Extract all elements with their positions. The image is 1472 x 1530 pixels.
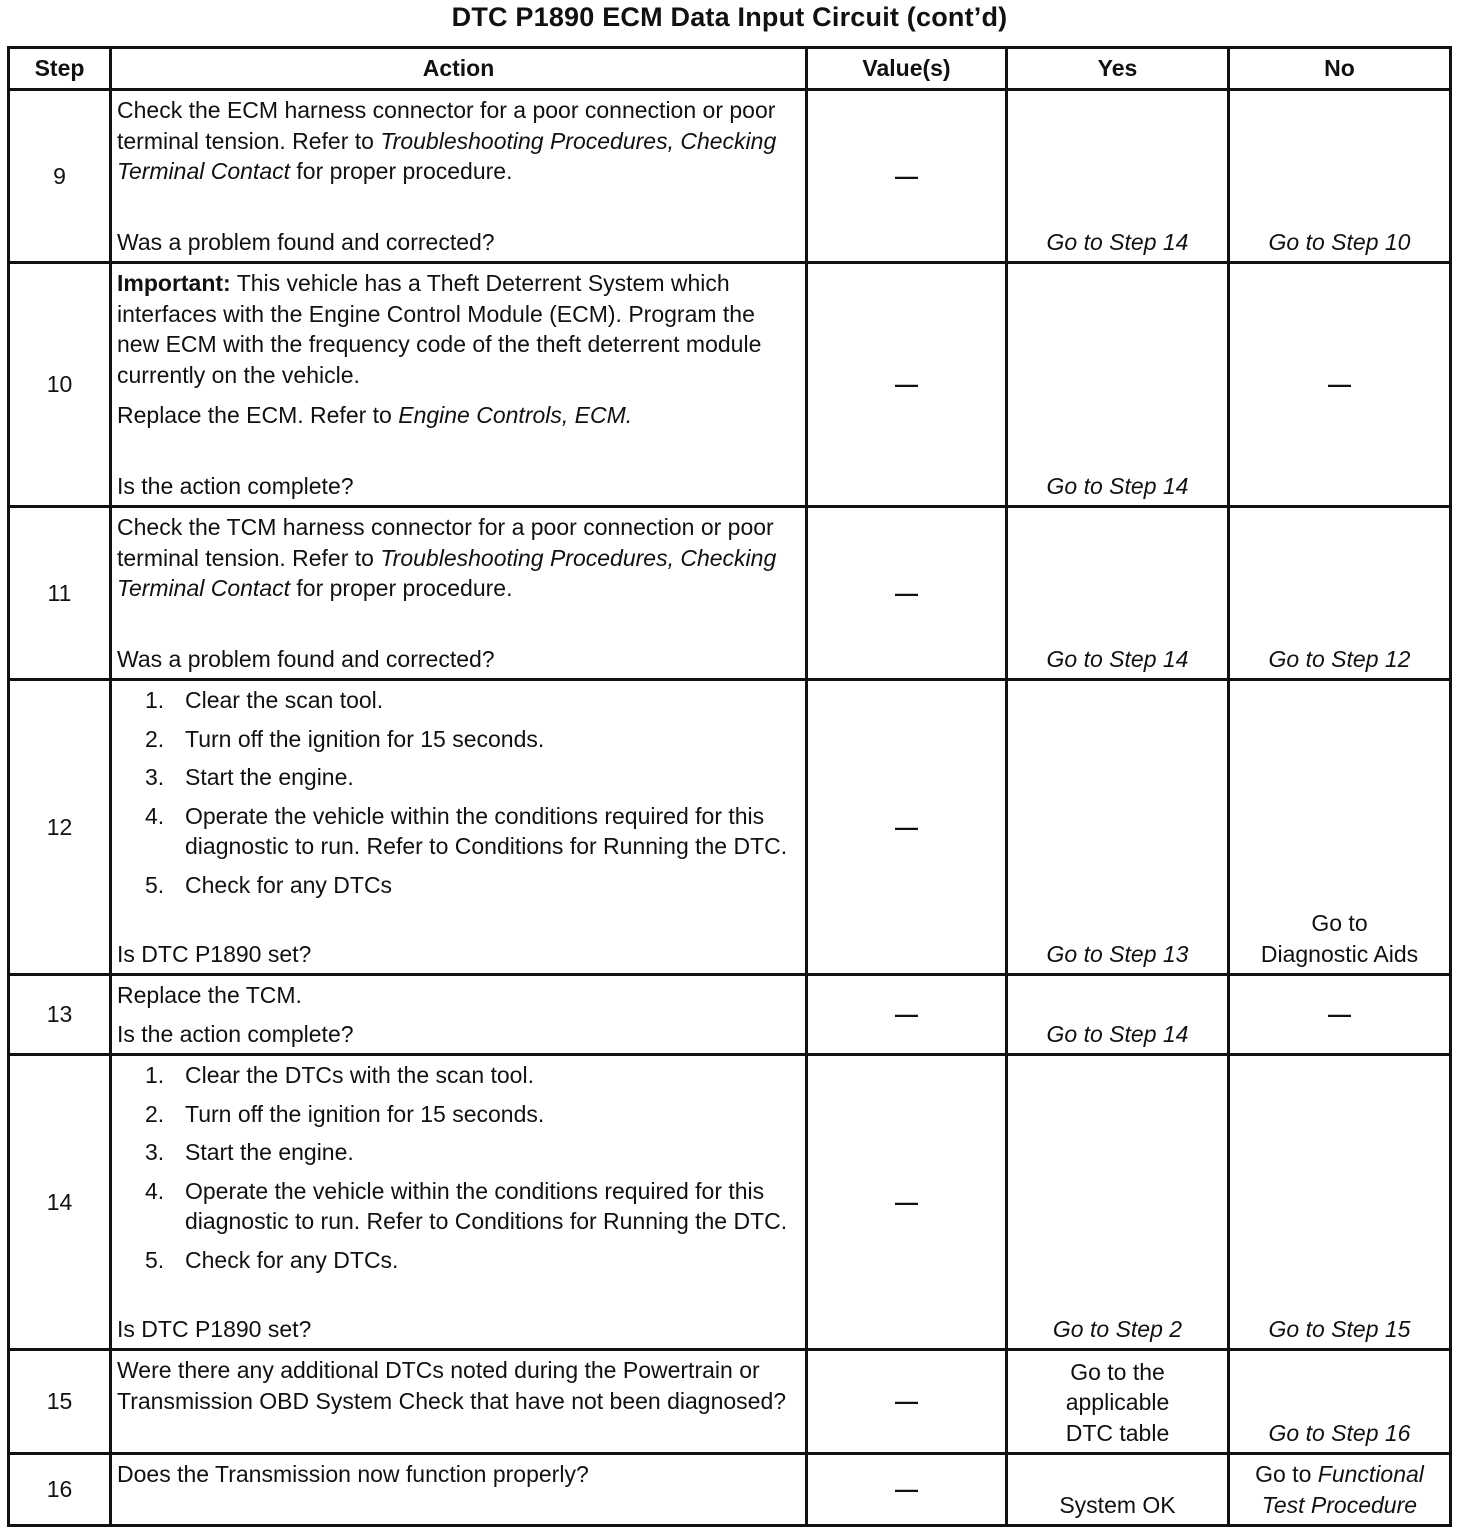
step-number: 9 xyxy=(9,90,111,263)
value-cell: — xyxy=(807,975,1007,1055)
procedure-list xyxy=(117,1060,797,1275)
header-step: Step xyxy=(9,48,111,90)
step-number: 13 xyxy=(9,975,111,1055)
value-cell: — xyxy=(807,1055,1007,1350)
yes-cell: Go to Step 14 xyxy=(1007,90,1229,263)
important-note: Important: This vehicle has a Theft Deterrent System which interfaces with the Engine Control Module (ECM). Program the new ECM with the frequency code of the theft deterrent module currently on the vehicle. xyxy=(117,270,762,388)
list-item: 5. Check for any DTCs. xyxy=(145,1246,399,1273)
list-item: 1. Clear the DTCs with the scan tool. xyxy=(145,1062,534,1088)
action-text: Replace the ECM. Refer to Engine Controls, ECM. xyxy=(117,402,633,428)
action-cell xyxy=(111,263,807,507)
action-text: Check the TCM harness connector for a poor connection or poor terminal tension. Refer to Troubleshooting Procedures, Checking Terminal Contact for proper procedure. xyxy=(117,514,777,601)
header-action: Action xyxy=(111,48,807,90)
table-row xyxy=(9,975,1451,1055)
action-cell xyxy=(111,680,807,975)
diagnostic-table xyxy=(7,46,1452,1527)
action-question: Is the action complete? xyxy=(117,472,354,499)
action-text: Does the Transmission now function properly? xyxy=(117,1461,589,1487)
list-item: 1. Clear the scan tool. xyxy=(145,687,384,713)
step-number: 12 xyxy=(9,680,111,975)
action-text: Replace the TCM. xyxy=(117,982,302,1008)
no-cell: — xyxy=(1229,975,1451,1055)
action-cell xyxy=(111,507,807,680)
action-text: Were there any additional DTCs noted during the Powertrain or Transmission OBD System Check that have not been diagnosed? xyxy=(117,1357,787,1414)
table-row xyxy=(9,1055,1451,1350)
list-item: 2. Turn off the ignition for 15 seconds. xyxy=(145,1100,545,1127)
procedure-list xyxy=(117,685,797,900)
action-cell xyxy=(111,1055,807,1350)
list-item: 2. Turn off the ignition for 15 seconds. xyxy=(145,725,545,752)
action-cell xyxy=(111,975,807,1055)
header-no: No xyxy=(1229,48,1451,90)
yes-cell: Go to Step 14 xyxy=(1007,263,1229,507)
no-cell: Go to Step 10 xyxy=(1229,90,1451,263)
no-cell: — xyxy=(1229,263,1451,507)
list-item: 4. Operate the vehicle within the conditions required for this diagnostic to run. Refer to Conditions for Running the DTC. xyxy=(145,802,788,859)
header-yes: Yes xyxy=(1007,48,1229,90)
page-title: DTC P1890 ECM Data Input Circuit (cont’d) xyxy=(451,2,1008,32)
yes-cell: Go to Step 14 xyxy=(1007,975,1229,1055)
yes-cell: Go to Step 13 xyxy=(1007,680,1229,975)
list-item: 3. Start the engine. xyxy=(145,764,354,790)
step-number: 10 xyxy=(9,263,111,507)
value-cell: — xyxy=(807,1350,1007,1454)
step-number: 16 xyxy=(9,1454,111,1526)
step-number: 11 xyxy=(9,507,111,680)
action-question: Is DTC P1890 set? xyxy=(117,940,312,967)
table-row xyxy=(9,1454,1451,1526)
header-values: Value(s) xyxy=(807,48,1007,90)
value-cell: — xyxy=(807,507,1007,680)
no-cell: Go to Step 12 xyxy=(1229,507,1451,680)
action-cell xyxy=(111,1454,807,1526)
no-cell: Go to Diagnostic Aids xyxy=(1229,680,1451,975)
no-cell: Go to Step 16 xyxy=(1229,1350,1451,1454)
table-row xyxy=(9,1350,1451,1454)
value-cell: — xyxy=(807,90,1007,263)
value-cell: — xyxy=(807,680,1007,975)
no-cell: Go to Step 15 xyxy=(1229,1055,1451,1350)
yes-cell: Go to Step 14 xyxy=(1007,507,1229,680)
yes-cell: Go to Step 2 xyxy=(1007,1055,1229,1350)
table-row xyxy=(9,680,1451,975)
action-question: Is DTC P1890 set? xyxy=(117,1315,312,1342)
no-cell: Go to Functional Test Procedure xyxy=(1229,1454,1451,1526)
step-number: 15 xyxy=(9,1350,111,1454)
list-item: 4. Operate the vehicle within the conditions required for this diagnostic to run. Refer to Conditions for Running the DTC. xyxy=(145,1177,788,1234)
yes-cell: System OK xyxy=(1007,1454,1229,1526)
table-row xyxy=(9,263,1451,507)
list-item: 3. Start the engine. xyxy=(145,1139,354,1165)
action-cell xyxy=(111,90,807,263)
header-row xyxy=(9,48,1451,90)
table-row xyxy=(9,90,1451,263)
step-number: 14 xyxy=(9,1055,111,1350)
action-question: Is the action complete? xyxy=(117,1020,354,1047)
yes-cell: Go to the applicable DTC table xyxy=(1007,1350,1229,1454)
list-item: 5. Check for any DTCs xyxy=(145,871,393,898)
action-question: Was a problem found and corrected? xyxy=(117,228,495,255)
table-row xyxy=(9,507,1451,680)
action-text: Check the ECM harness connector for a poor connection or poor terminal tension. Refer to Troubleshooting Procedures, Checking Terminal Contact for proper procedure. xyxy=(117,97,777,184)
action-cell xyxy=(111,1350,807,1454)
value-cell: — xyxy=(807,263,1007,507)
action-question: Was a problem found and corrected? xyxy=(117,645,495,672)
value-cell: — xyxy=(807,1454,1007,1526)
